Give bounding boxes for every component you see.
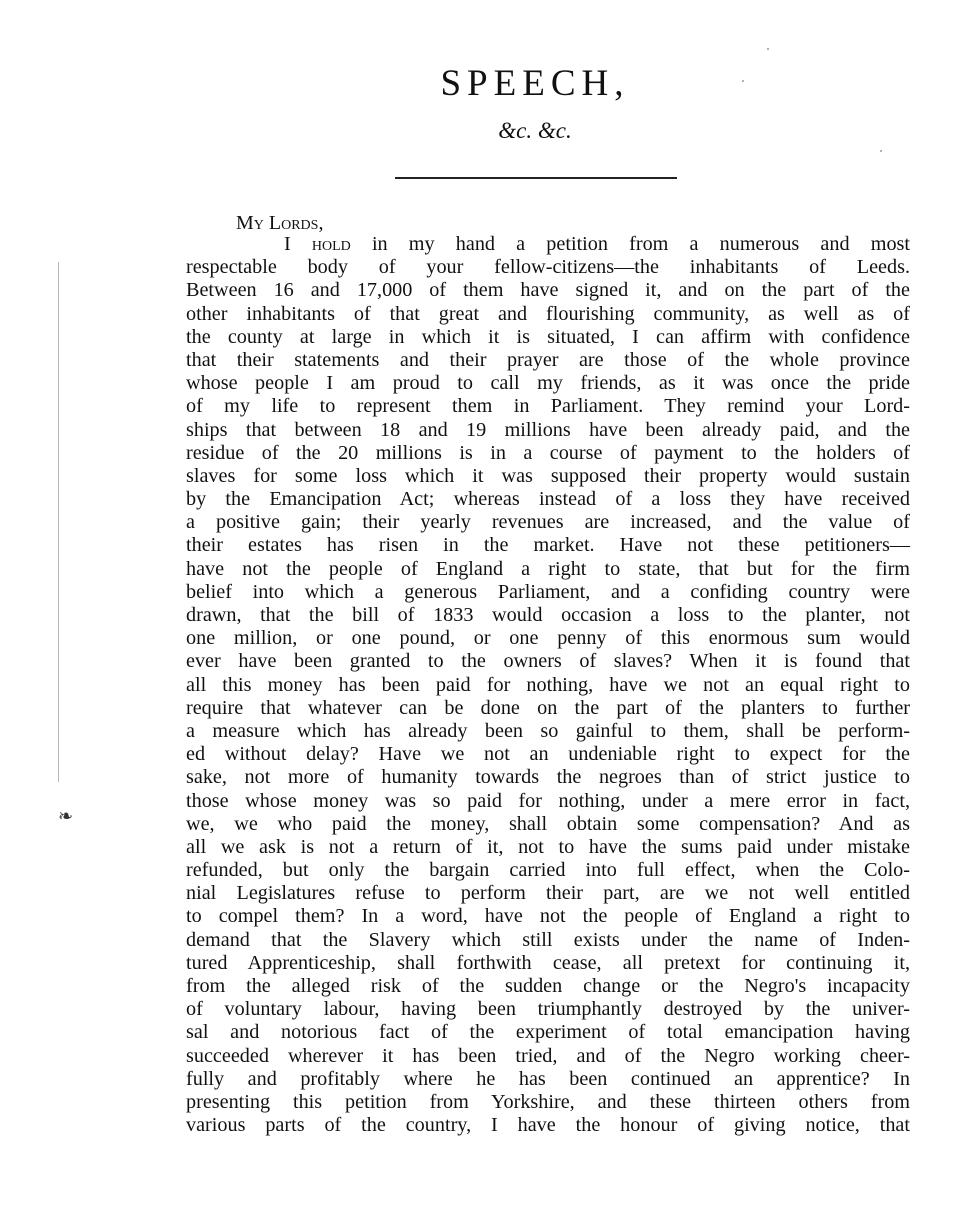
text-line: various parts of the country, I have the honour of giving notice, that xyxy=(186,1114,910,1137)
text-line: we, we who paid the money, shall obtain some compensation? And as xyxy=(186,812,910,835)
speech-body xyxy=(186,233,910,1137)
text-line: whose people I am proud to call my friends, as it was once the pride xyxy=(186,372,910,395)
text-line: respectable body of your fellow-citizens—the inhabitants of Leeds. xyxy=(186,256,910,279)
page-subtitle: &c. &c. xyxy=(498,118,572,143)
salutation-punct: , xyxy=(318,212,324,234)
text-line: of voluntary labour, having been triumphantly destroyed by the univer- xyxy=(186,998,910,1021)
text-line: presenting this petition from Yorkshire, and these thirteen others from xyxy=(186,1090,910,1113)
text-line: sake, not more of humanity towards the negroes than of strict justice to xyxy=(186,766,910,789)
text-line: the county at large in which it is situated, I can affirm with confidence xyxy=(186,325,910,348)
text-line: Between 16 and 17,000 of them have signed it, and on the part of the xyxy=(186,279,910,302)
text-line: from the alleged risk of the sudden change or the Negro's incapacity xyxy=(186,975,910,997)
text-line: ever have been granted to the owners of slaves? When it is found that xyxy=(186,650,910,673)
text-line: residue of the 20 millions is in a course of payment to the holders of xyxy=(186,441,910,464)
text-line: succeeded wherever it has been tried, and of the Negro working cheer- xyxy=(186,1044,910,1067)
text-line: of my life to represent them in Parliament. They remind your Lord- xyxy=(186,395,910,418)
text-line: one million, or one pound, or one penny of this enormous sum would xyxy=(186,627,910,650)
text-line: demand that the Slavery which still exists under the name of Inden- xyxy=(186,928,910,951)
text-line: fully and profitably where he has been continued an apprentice? In xyxy=(186,1067,910,1090)
text-line: tured Apprenticeship, shall forthwith cease, all pretext for continuing it, xyxy=(186,951,910,974)
text-line: sal and notorious fact of the experiment of total emancipation having xyxy=(186,1021,910,1044)
salutation xyxy=(236,212,323,235)
text-line: have not the people of England a right to state, that but for the firm xyxy=(186,557,910,580)
text-line: that their statements and their prayer are those of the whole province xyxy=(186,348,910,371)
text-line: ed without delay? Have we not an undeniable right to expect for the xyxy=(186,743,910,766)
speckle xyxy=(767,48,769,50)
margin-rule xyxy=(58,262,59,782)
text-line: a measure which has already been so gainful to them, shall be perform- xyxy=(186,719,910,742)
text-line: all we ask is not a return of it, not to have the sums paid under mistake xyxy=(186,835,910,858)
text-line: belief into which a generous Parliament, and a confiding country were xyxy=(186,580,910,603)
text-line: to compel them? In a word, have not the people of England a right to xyxy=(186,905,910,928)
text-line: by the Emancipation Act; whereas instead of a loss they have received xyxy=(186,488,910,511)
text-line: a positive gain; their yearly revenues are increased, and the value of xyxy=(186,511,910,534)
text-line: other inhabitants of that great and flourishing community, as well as of xyxy=(186,302,910,325)
opening-dropcap-word: I hold xyxy=(284,233,351,255)
text-line: those whose money was so paid for nothing, under a mere error in fact, xyxy=(186,789,910,812)
text-line: require that whatever can be done on the part of the planters to further xyxy=(186,696,910,719)
text-line: their estates has risen in the market. Have not these petitioners— xyxy=(186,534,910,557)
page-title: SPEECH, xyxy=(440,63,630,104)
text-line: all this money has been paid for nothing, have we not an equal right to xyxy=(186,673,910,696)
text-line: ships that between 18 and 19 millions have been already paid, and the xyxy=(186,418,910,441)
speckle xyxy=(880,150,882,152)
title-rule xyxy=(395,177,677,179)
opening-line xyxy=(186,233,910,256)
text-line: drawn, that the bill of 1833 would occasion a loss to the planter, not xyxy=(186,604,910,626)
salutation-text: My Lords xyxy=(236,212,319,234)
text-line: nial Legislatures refuse to perform their part, are we not well entitled xyxy=(186,882,910,905)
text-line: refunded, but only the bargain carried into full effect, when the Colo- xyxy=(186,859,910,882)
opening-rest: in my hand a petition from a numerous and most xyxy=(350,233,911,255)
margin-mark: ❧ xyxy=(58,806,74,826)
text-line: slaves for some loss which it was supposed their property would sustain xyxy=(186,464,910,487)
